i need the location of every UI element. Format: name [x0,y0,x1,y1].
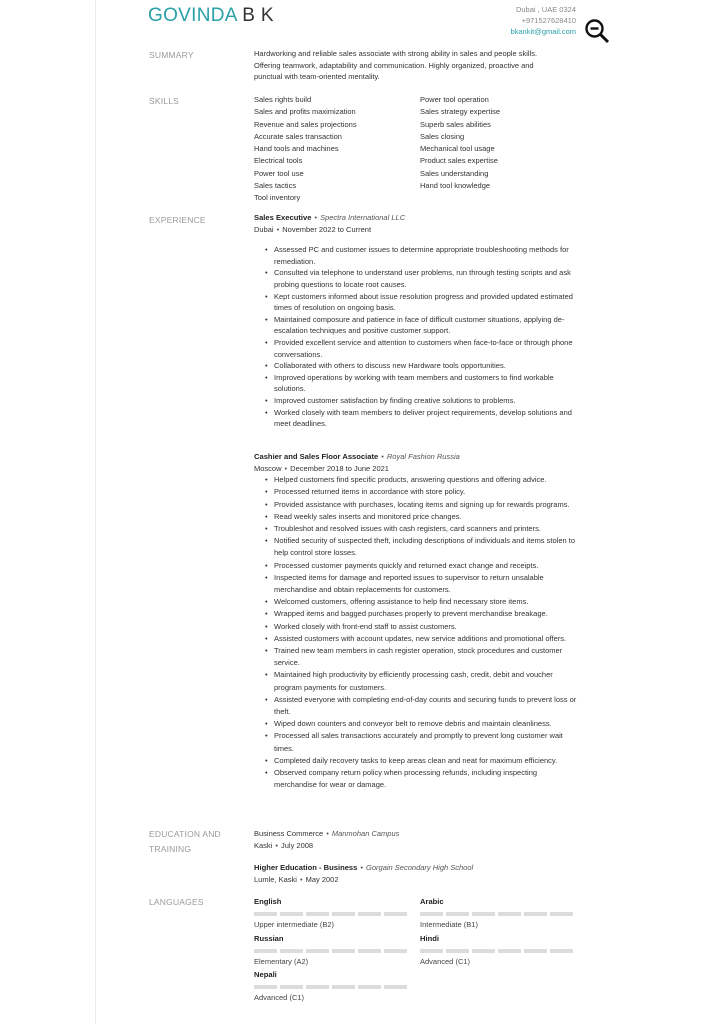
list-item: • Processed customer payments quickly and returned exact change and receipts. [254,560,579,572]
skill-item: Sales tactics [254,181,297,191]
skill-item: Product sales expertise [420,156,498,166]
list-item: • Read weekly sales inserts and monitored price changes. [254,511,579,523]
skills-column-1 [254,94,420,205]
list-item: • Assisted everyone with completing end-of-day counts and securing funds to prevent loss or theft. [254,694,579,718]
language-level: Upper intermediate (B2) [254,919,335,929]
language-level: Intermediate (B1) [420,919,478,929]
list-item: • Assessed PC and customer issues to determine appropriate troubleshooting methods for remediation. [254,244,579,267]
list-item: • Collaborated with others to discuss new Hardware tools opportunities. [254,360,579,372]
skill-item: Accurate sales transaction [254,131,342,141]
skill-item: Sales strategy expertise [420,107,501,117]
list-item: • Provided excellent service and attention to customers when face-to-face or through phone conversations. [254,337,579,360]
education-school: Gorgain Secondary High School [366,863,474,872]
skill-item: Power tool use [254,168,304,178]
list-item: • Provided assistance with purchases, locating items and signing up for rewards programs. [254,499,579,511]
education-date: July 2008 [280,840,314,850]
skills-label: SKILLS [149,96,180,106]
skill-item: Revenue and sales projections [254,119,357,129]
list-item: • Worked closely with team members to deliver project requirements, develop solutions and meet deadlines. [254,407,579,430]
education-entry-2: Higher Education - Business • Gorgain Secondary High School Lumle, Kaski • May 2002 [254,863,474,884]
contact-email[interactable]: bkankit@gmail.com [510,27,576,36]
skill-item: Sales rights build [254,95,312,104]
list-item: • Troubleshot and resolved issues with cash registers, card scanners and printers. [254,523,579,535]
education-school: Manmohan Campus [331,829,400,838]
education-label [149,827,221,857]
skill-item: Power tool operation [420,95,489,104]
list-item: • Trained new team members in cash register operation, stock procedures and customer service. [254,645,579,669]
page-edge [95,0,96,1024]
language-name: English [254,897,282,906]
list-item: • Consulted via telephone to understand user problems, run through testing scripts and ask probing questions to locate root causes. [254,267,579,290]
language-level: Advanced (C1) [254,992,305,1002]
list-item: • Notified security of suspected theft, including descriptions of individuals and items stolen to help control store losses. [254,535,579,559]
list-item: • Kept customers informed about issue resolution progress and provided updated estimated times of resolution on ongoing basis. [254,291,579,314]
job-company: Spectra International LLC [320,213,406,222]
contact-phone: +971527628410 [521,16,576,25]
education-degree: Business Commerce [254,829,324,838]
list-item: • Observed company return policy when processing refunds, including inspecting merchandise for wear or damage. [254,767,579,791]
list-item: • Assisted customers with account updates, new service additions and promotional offers. [254,633,579,645]
language-level: Advanced (C1) [420,956,471,966]
list-item: • Helped customers find specific products, answering questions and offering advice. [254,474,579,486]
list-item: • Welcomed customers, offering assistance to help find necessary store items. [254,596,579,608]
summary-text: Hardworking and reliable sales associate with strong ability in sales and people skills. Offering teamwork, adaptability and communication. Highly organized, proactive and punctual with team-oriented mentality. [254,49,538,82]
contact-block [510,4,576,37]
list-item: • Wrapped items and bagged purchases properly to prevent merchandise breakage. [254,608,579,620]
job-2-duties [254,474,579,791]
list-item: • Completed daily recovery tasks to keep areas clean and neat for maximum efficiency. [254,755,579,767]
education-date: May 2002 [305,874,339,884]
skill-item: Hand tool knowledge [420,181,491,191]
education-entry-1: Business Commerce • Manmohan Campus Kaski • July 2008 [254,829,400,850]
language-nepali [254,969,424,1003]
language-level: Elementary (A2) [254,956,309,966]
education-label-line-1: EDUCATION AND [149,829,221,839]
list-item: • Improved customer satisfaction by finding creative solutions to problems. [254,395,579,407]
skill-item: Sales understanding [420,168,489,178]
candidate-name [148,5,274,27]
language-level-bar [420,912,590,916]
job-location: Dubai [254,224,274,234]
skills-column-2 [420,94,580,205]
job-location: Moscow [254,463,282,473]
list-item: • Maintained composure and patience in face of difficult customer situations, applying de-escalation techniques and positive customer support. [254,314,579,337]
language-level-bar [420,949,590,953]
experience-label: EXPERIENCE [149,215,206,225]
list-item: • Maintained high productivity by efficiently processing cash, credit, debit and voucher program payments for customers. [254,669,579,693]
language-level-bar [254,949,424,953]
contact-location: Dubai , UAE 0324 [515,5,576,14]
job-company: Royal Fashion Russia [386,452,460,461]
language-name: Russian [254,934,284,943]
education-location: Lumle, Kaski [254,874,297,884]
language-russian [254,933,424,967]
zoom-out-icon[interactable] [583,17,611,45]
job-dates: December 2018 to June 2021 [290,463,389,473]
job-1-duties [254,244,579,430]
list-item: • Improved operations by working with team members and customers to find workable solutions. [254,372,579,395]
language-name: Hindi [420,934,439,943]
summary-label: SUMMARY [149,50,194,60]
job-2: Cashier and Sales Floor Associate • Royal Fashion Russia Moscow • December 2018 to June 2021 • Helped customers find specific products, answering questions and offering advice. • Processed returned items in accordance with store policy. • Provided assistance with purchases, locating items and signing up for rewards programs. • Read weekly sales inserts and monitored price changes. • Troubleshot and resolved issues with cash registers, card scanners and printers. • Notified security of suspected theft, including descriptions of individuals and items stolen to help control store losses. • Processed customer payments quickly and returned exact change and receipts. • Inspected items for damage and reported issues to supervisor to return unsalable merchandise and obtain replacements for customers. • Welcomed customers, offering assistance to help find necessary store items. • Wrapped items and bagged purchases properly to prevent merchandise breakage. • Worked closely with front-end staff to assist customers. • Assisted customers with account updates, new service additions and promotional offers. • Trained new team members in cash register operation, stock procedures and customer service. • Maintained high productivity by efficiently processing cash, credit, debit and voucher program payments for customers. • Assisted everyone with completing end-of-day counts and securing funds to prevent loss or theft. • Wiped down counters and conveyor belt to remove debris and maintain cleanliness. • Processed all sales transactions accurately and promptly to prevent long customer wait times. • Completed daily recovery tasks to keep areas clean and neat for maximum efficiency. • Observed company return policy when processing refunds, including inspecting merchandise for wear or damage. [254,451,579,791]
first-name: GOVINDA [148,5,237,26]
language-level-bar [254,985,424,989]
education-location: Kaski [254,840,273,850]
skill-item: Sales closing [420,131,465,141]
skill-item: Electrical tools [254,156,303,166]
language-name: Nepali [254,970,277,979]
list-item: • Processed returned items in accordance with store policy. [254,486,579,498]
list-item: • Wiped down counters and conveyor belt to remove debris and maintain cleanliness. [254,718,579,730]
skill-item: Mechanical tool usage [420,144,495,154]
list-item: • Worked closely with front-end staff to assist customers. [254,621,579,633]
education-degree: Higher Education - Business [254,863,358,872]
job-title: Cashier and Sales Floor Associate [254,452,379,461]
skills-list [254,94,584,205]
language-name: Arabic [420,897,444,906]
education-label-line-2: TRAINING [149,844,192,854]
list-item: • Inspected items for damage and reported issues to supervisor to return unsalable merchandise and obtain replacements for customers. [254,572,579,596]
skill-item: Hand tools and machines [254,144,339,154]
language-hindi [420,933,590,967]
last-name: B K [242,5,274,26]
skill-item: Superb sales abilities [420,119,491,129]
language-arabic [420,896,590,930]
languages-label: LANGUAGES [149,897,204,907]
skill-item: Tool inventory [254,193,301,203]
language-level-bar [254,912,424,916]
skill-item: Sales and profits maximization [254,107,356,117]
language-english [254,896,424,930]
job-dates: November 2022 to Current [282,224,372,234]
job-title: Sales Executive [254,213,312,222]
list-item: • Processed all sales transactions accurately and promptly to prevent long customer wait times. [254,730,579,754]
job-1: Sales Executive • Spectra International LLC Dubai • November 2022 to Current • Assessed PC and customer issues to determine appropriate troubleshooting methods for remediation. • Consulted via telephone to understand user problems, run through testing scripts and ask probing questions to locate root causes. • Kept customers informed about issue resolution progress and provided updated estimated times of resolution on ongoing basis. • Maintained composure and patience in face of difficult customer situations, applying de-escalation techniques and positive customer support. • Provided excellent service and attention to customers when face-to-face or through phone conversations. • Collaborated with others to discuss new Hardware tools opportunities. • Improved operations by working with team members and customers to find workable solutions. • Improved customer satisfaction by finding creative solutions to problems. • Worked closely with team members to deliver project requirements, develop solutions and meet deadlines. [254,212,579,430]
